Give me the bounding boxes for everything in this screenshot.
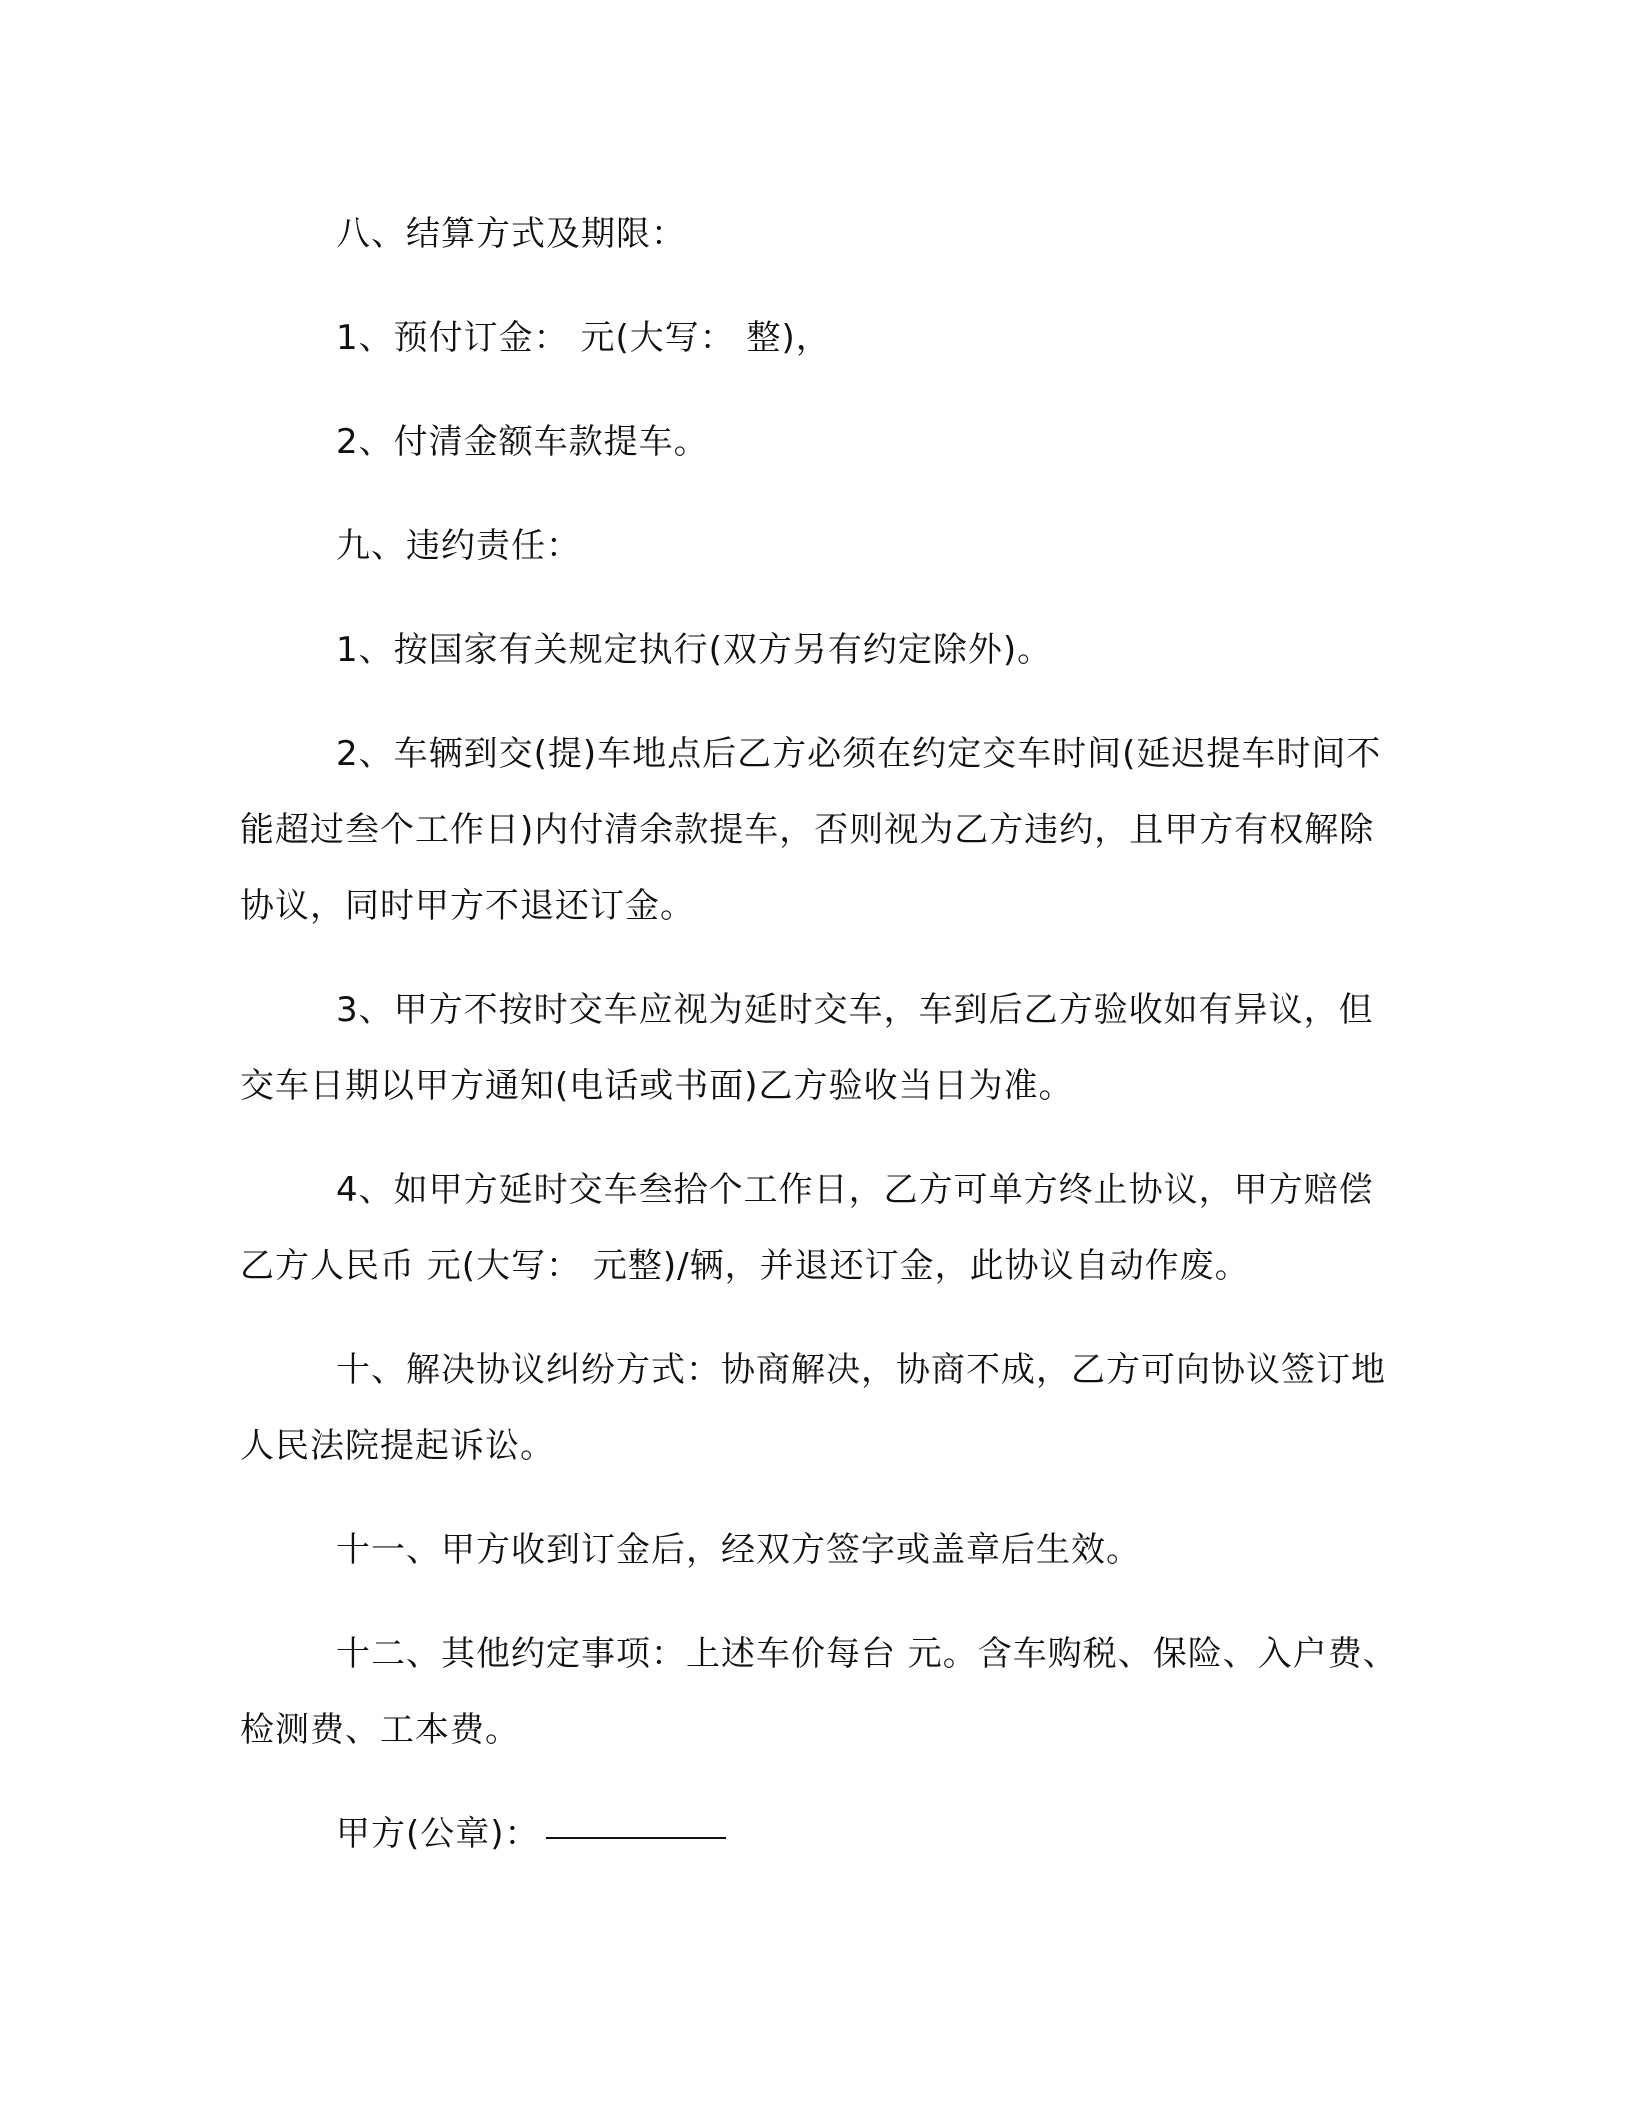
section-dispute-resolution: 十、解决协议纠纷方式：协商解决，协商不成，乙方可向协议签订地人民法院提起诉讼。 — [240, 1350, 1386, 1466]
clause-national-rules: 1、按国家有关规定执行(双方另有约定除外)。 — [336, 630, 1053, 670]
signature-party-a — [240, 1796, 1400, 1872]
section-other-terms: 十二、其他约定事项：上述车价每台 元。含车购税、保险、入户费、检测费、工本费。 — [240, 1634, 1398, 1750]
clause-full-payment: 2、付清金额车款提车。 — [336, 422, 709, 462]
section-heading-settlement: 八、结算方式及期限： — [336, 214, 686, 254]
section-heading-liability: 九、违约责任： — [336, 526, 581, 566]
signature-blank — [546, 1836, 726, 1839]
document-body — [240, 196, 1400, 1900]
section-effectiveness: 十一、甲方收到订金后，经双方签字或盖章后生效。 — [336, 1530, 1141, 1570]
clause-deposit: 1、预付订金： 元(大写： 整)， — [336, 318, 831, 358]
signature-label: 甲方(公章)： — [336, 1814, 540, 1854]
clause-late-delivery: 3、甲方不按时交车应视为延时交车，车到后乙方验收如有异议，但交车日期以甲方通知(电话或书面)乙方验收当日为准。 — [240, 990, 1374, 1106]
clause-pickup-deadline: 2、车辆到交(提)车地点后乙方必须在约定交车时间(延迟提车时间不能超过叁个工作日)内付清余款提车，否则视为乙方违约，且甲方有权解除协议，同时甲方不退还订金。 — [240, 734, 1382, 926]
clause-termination: 4、如甲方延时交车叁拾个工作日，乙方可单方终止协议，甲方赔偿乙方人民币 元(大写： 元整)/辆，并退还订金，此协议自动作废。 — [240, 1170, 1374, 1286]
